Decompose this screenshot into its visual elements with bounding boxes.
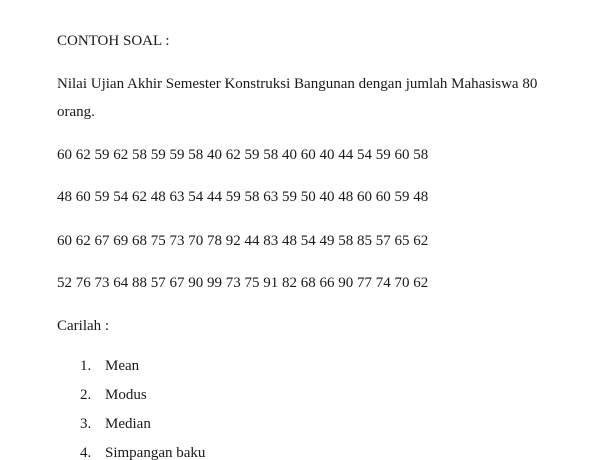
task-list-item [80, 387, 147, 404]
task-label: Modus [105, 387, 147, 403]
task-number: 4. [80, 445, 92, 460]
problem-statement-line-2: orang. [57, 104, 95, 120]
task-prompt: Carilah : [57, 318, 110, 334]
task-list-item [80, 358, 139, 375]
task-label: Mean [105, 358, 140, 374]
data-row: 60 62 59 62 58 59 59 58 40 62 59 58 40 60 40 44 54 59 60 58 [57, 147, 429, 163]
data-row: 60 62 67 69 68 75 73 70 78 92 44 83 48 54 49 58 85 57 65 62 [57, 233, 429, 249]
problem-statement-line-1: Nilai Ujian Akhir Semester Konstruksi Bangunan dengan jumlah Mahasiswa 80 [57, 76, 538, 92]
task-number: 2. [80, 387, 92, 403]
task-label: Median [105, 416, 151, 432]
task-number: 3. [80, 416, 92, 432]
heading: CONTOH SOAL : [57, 33, 170, 49]
data-row: 52 76 73 64 88 57 67 90 99 73 75 91 82 68 66 90 77 74 70 62 [57, 275, 429, 291]
task-number: 1. [80, 358, 92, 374]
task-label: Simpangan baku [105, 445, 206, 460]
task-list-item [80, 416, 151, 433]
data-row: 48 60 59 54 62 48 63 54 44 59 58 63 59 50 40 48 60 60 59 48 [57, 189, 429, 205]
task-list-item [80, 445, 205, 460]
